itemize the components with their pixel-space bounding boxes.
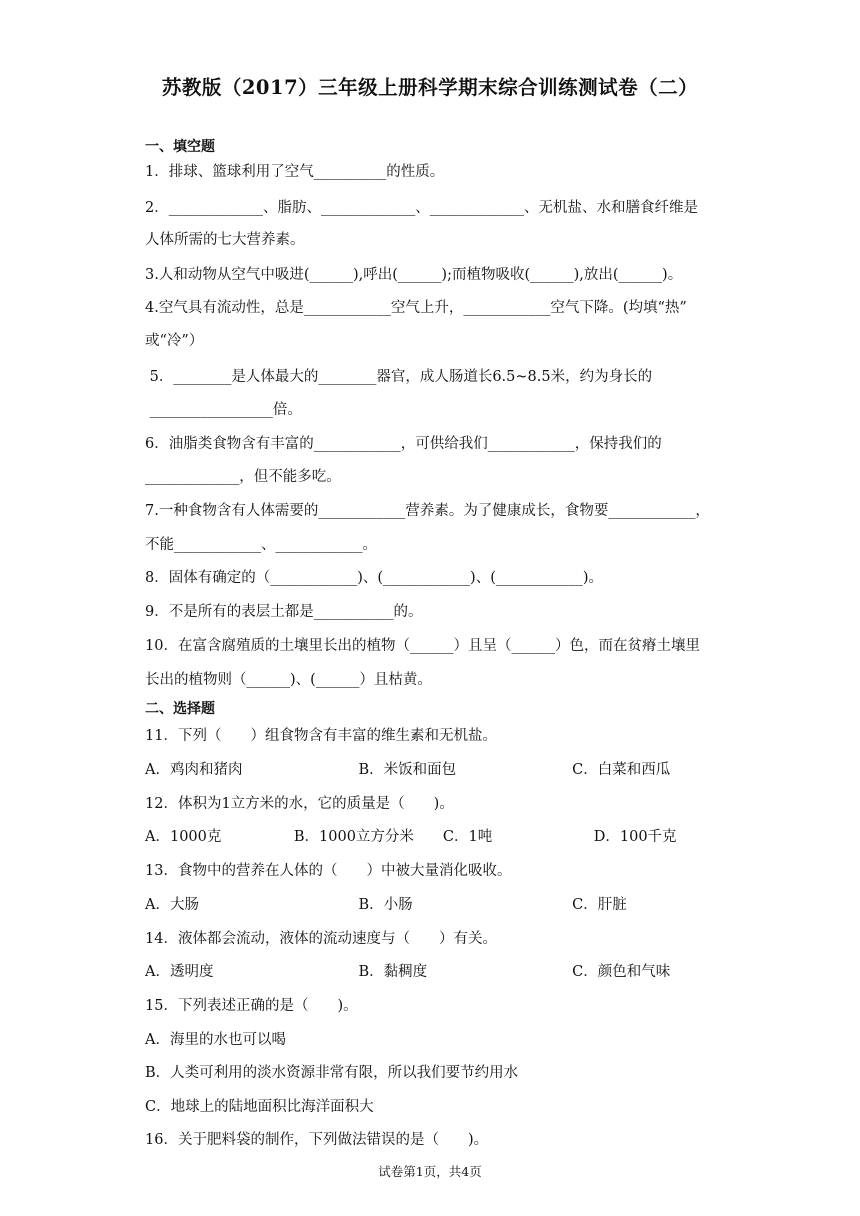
question-14-options: A．透明度 B．黏稠度 C．颜色和气味: [145, 964, 671, 980]
question-4-line-2: 或“冷”）: [145, 333, 204, 349]
page-title: 苏教版（2017）三年级上册科学期末综合训练测试卷（二）: [161, 76, 699, 99]
question-1: 1．排球、篮球利用了空气__________的性质。: [145, 164, 445, 180]
question-15-option-b: B．人类可利用的淡水资源非常有限，所以我们要节约用水: [145, 1065, 519, 1081]
question-5-line-1: 5．________是人体最大的________器官，成人肠道长6.5~8.5米，约为身长的: [145, 369, 653, 385]
question-2-line-2: 人体所需的七大营养素。: [145, 232, 305, 248]
question-7-line-1: 7.一种食物含有人体需要的____________营养素。为了健康成长，食物要____________，: [145, 503, 710, 519]
question-2-line-1: 2．_____________、脂肪、_____________、_____________、无机盐、水和膳食纤维是: [145, 200, 698, 216]
question-13: 13．食物中的营养在人体的（ ）中被大量消化吸收。: [145, 863, 512, 879]
question-5-line-2: _________________倍。: [145, 402, 302, 418]
section-heading-choice: 二、选择题: [145, 701, 215, 717]
question-8: 8．固体有确定的（____________)、(____________)、(____________)。: [145, 570, 604, 586]
question-6-line-2: _____________，但不能多吃。: [145, 469, 341, 485]
question-6-line-1: 6．油脂类食物含有丰富的____________，可供给我们____________，保持我们的: [145, 436, 662, 452]
question-15: 15．下列表述正确的是（ )。: [145, 998, 358, 1014]
question-10-line-2: 长出的植物则（______)、(______）且枯黄。: [145, 672, 432, 688]
question-9: 9．不是所有的表层土都是___________的。: [145, 604, 423, 620]
question-13-options: A．大肠 B．小肠 C．肝脏: [145, 897, 627, 913]
question-4-line-1: 4.空气具有流动性，总是____________空气上升，____________空气下降。(均填“热”: [145, 300, 687, 316]
question-7-line-2: 不能____________、____________。: [145, 537, 377, 553]
question-12: 12．体积为1立方米的水，它的质量是（ )。: [145, 796, 454, 812]
question-14: 14．液体都会流动，液体的流动速度与（ ）有关。: [145, 931, 497, 947]
question-15-option-a: A．海里的水也可以喝: [145, 1032, 286, 1048]
section-heading-fill-in: 一、填空题: [145, 139, 215, 155]
question-11: 11．下列（ ）组食物含有丰富的维生素和无机盐。: [145, 728, 497, 744]
question-12-options: A．1000克 B．1000立方分米 C．1吨 D．100千克: [145, 829, 677, 845]
question-11-options: A．鸡肉和猪肉 B．米饭和面包 C．白菜和西瓜: [145, 762, 671, 778]
question-16: 16．关于肥料袋的制作，下列做法错误的是（ )。: [145, 1132, 489, 1148]
question-10-line-1: 10．在富含腐殖质的土壤里长出的植物（______）且呈（______）色，而在贫瘠土壤里: [145, 638, 700, 654]
page-footer: 试卷第1页，共4页: [378, 1164, 482, 1179]
question-15-option-c: C．地球上的陆地面积比海洋面积大: [145, 1099, 374, 1115]
question-3: 3.人和动物从空气中吸进(______),呼出(______);而植物吸收(______),放出(______)。: [145, 267, 683, 283]
